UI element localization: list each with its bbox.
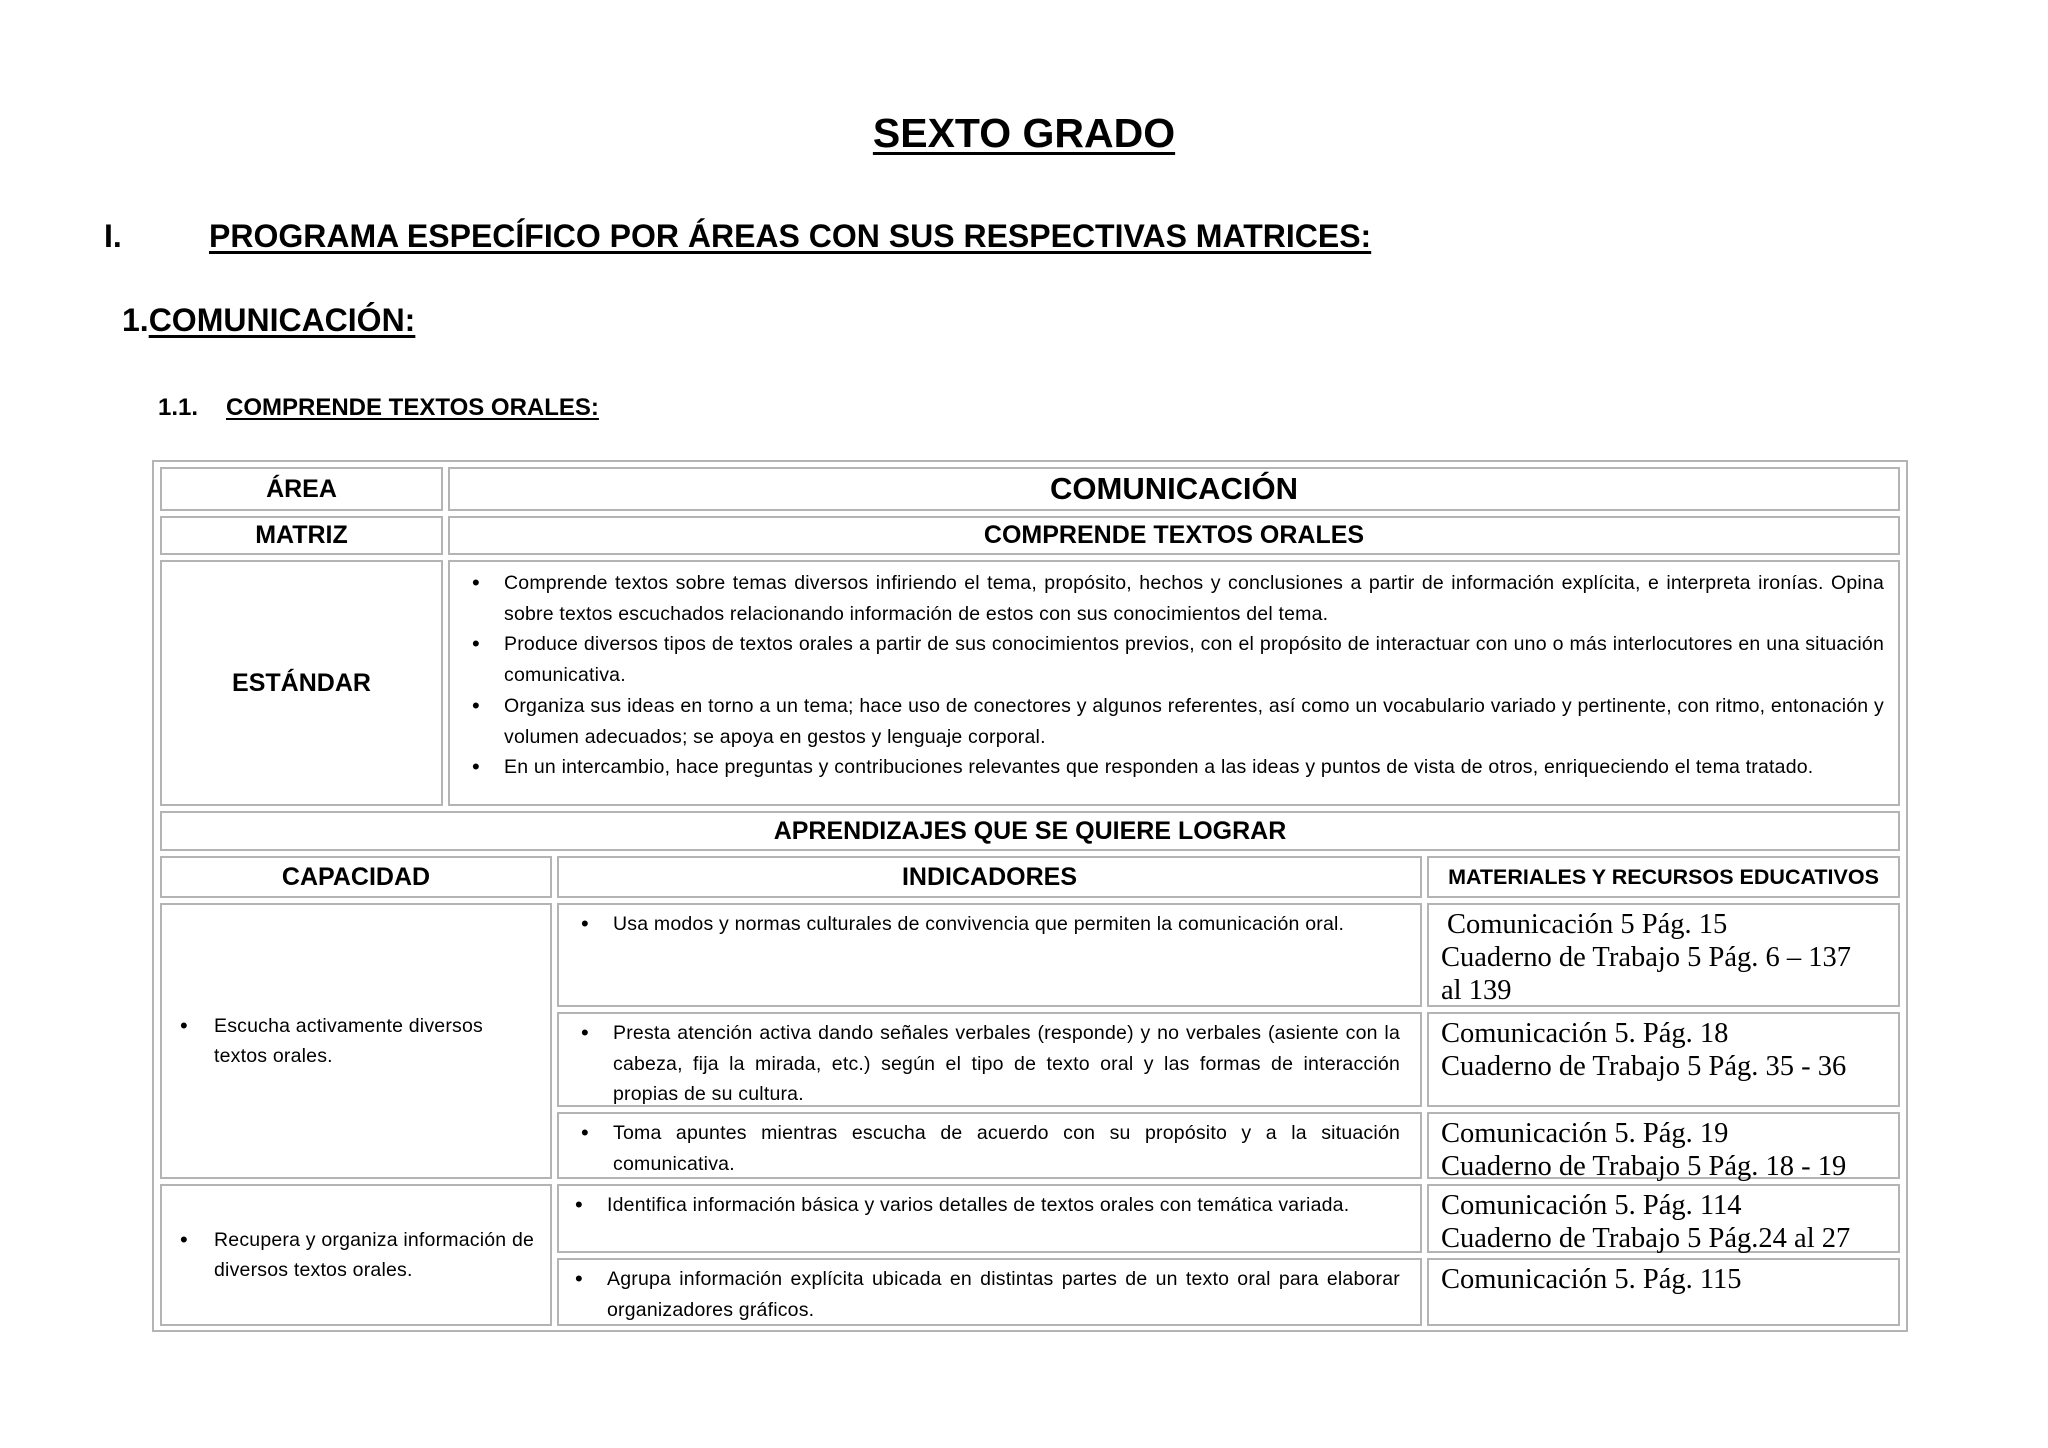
material-line: Comunicación 5. Pág. 115 xyxy=(1441,1264,1742,1295)
aprendizajes-heading: APRENDIZAJES QUE SE QUIERE LOGRAR xyxy=(773,816,1287,845)
materiales-header: MATERIALES Y RECURSOS EDUCATIVOS xyxy=(1448,864,1879,889)
material-line: Comunicación 5. Pág. 114 xyxy=(1441,1190,1742,1221)
indicador-item: • Identifica información básica y varios detalles de textos orales con temática variada. xyxy=(607,1190,1400,1221)
materiales-cell xyxy=(1427,1012,1900,1107)
estandar-item: • En un intercambio, hace preguntas y contribuciones relevantes que responden a las ideas y puntos de vista de otros, enriqueciendo el tema tratado. xyxy=(504,752,1884,783)
capacidad-list xyxy=(162,1011,550,1072)
material-line: Cuaderno de Trabajo 5 Pág. 18 - 19 xyxy=(1441,1151,1847,1182)
material-line: al 139 xyxy=(1441,975,1512,1006)
indicador-item: • Agrupa información explícita ubicada en distintas partes de un texto oral para elaborar organizadores gráficos. xyxy=(607,1264,1400,1325)
subsection-heading xyxy=(122,300,415,340)
indicador-cell xyxy=(557,1184,1422,1253)
matriz-value-cell xyxy=(448,516,1900,555)
indicadores-header-cell xyxy=(557,856,1422,898)
subsubsection-text: COMPRENDE TEXTOS ORALES: xyxy=(226,394,599,421)
estandar-label-cell xyxy=(160,560,443,806)
indicador-list xyxy=(559,1186,1420,1221)
area-label: ÁREA xyxy=(266,474,337,503)
estandar-cell xyxy=(448,560,1900,806)
estandar-list xyxy=(450,562,1898,783)
indicador-list xyxy=(559,1114,1420,1179)
indicador-cell xyxy=(557,1112,1422,1179)
estandar-label: ESTÁNDAR xyxy=(232,668,371,697)
matriz-value: COMPRENDE TEXTOS ORALES xyxy=(983,521,1365,549)
capacidad-item: • Escucha activamente diversos textos orales. xyxy=(214,1011,540,1072)
indicador-list xyxy=(559,905,1420,940)
estandar-item: • Comprende textos sobre temas diversos infiriendo el tema, propósito, hechos y conclusiones a partir de información explícita, e interpreta ironías. Opina sobre textos escuchados relacionando información de estos con sus conocimientos del tema. xyxy=(504,568,1884,629)
materiales-cell xyxy=(1427,903,1900,1007)
indicador-cell xyxy=(557,1012,1422,1107)
materiales-cell xyxy=(1427,1184,1900,1253)
indicador-item: • Toma apuntes mientras escucha de acuerdo con su propósito y a la situación comunicativa. xyxy=(613,1118,1400,1179)
materiales-header-cell xyxy=(1427,856,1900,898)
material-line: Cuaderno de Trabajo 5 Pág. 6 – 137 xyxy=(1441,942,1852,973)
subsection-number: 1. xyxy=(122,302,149,338)
capacidad-list xyxy=(162,1225,550,1286)
indicador-item: • Presta atención activa dando señales verbales (responde) y no verbales (asiente con la cabeza, fija la mirada, etc.) según el tipo de texto oral y las formas de interacción propias de su cultura. xyxy=(613,1018,1400,1110)
section-text: PROGRAMA ESPECÍFICO POR ÁREAS CON SUS RESPECTIVAS MATRICES: xyxy=(209,218,1372,254)
estandar-item: • Produce diversos tipos de textos orales a partir de sus conocimientos previos, con el propósito de interactuar con uno o más interlocutores en una situación comunicativa. xyxy=(504,629,1884,690)
indicador-cell xyxy=(557,1258,1422,1326)
capacidad-header-cell xyxy=(160,856,552,898)
material-line: Comunicación 5. Pág. 19 xyxy=(1441,1118,1729,1149)
page-title: SEXTO GRADO xyxy=(872,110,1176,156)
section-number: I. xyxy=(104,218,122,254)
indicador-list xyxy=(559,1014,1420,1110)
area-value-cell xyxy=(448,467,1900,511)
estandar-item: • Organiza sus ideas en torno a un tema; hace uso de conectores y algunos referentes, así como un vocabulario variado y pertinente, con ritmo, entonación y volumen adecuados; se apoya en gestos y lenguaje corporal. xyxy=(504,691,1884,752)
indicador-cell xyxy=(557,903,1422,1007)
capacidad-cell xyxy=(160,903,552,1179)
area-label-cell xyxy=(160,467,443,511)
indicador-list xyxy=(559,1260,1420,1325)
subsubsection-number: 1.1. xyxy=(158,394,199,421)
indicador-item: • Usa modos y normas culturales de convivencia que permiten la comunicación oral. xyxy=(613,909,1400,940)
subsection-text: COMUNICACIÓN: xyxy=(148,302,416,338)
matriz-label-cell xyxy=(160,516,443,555)
matriz-label: MATRIZ xyxy=(255,521,348,549)
capacidad-cell xyxy=(160,1184,552,1326)
materiales-cell xyxy=(1427,1112,1900,1182)
capacidad-item: • Recupera y organiza información de diversos textos orales. xyxy=(214,1225,540,1286)
area-value: COMUNICACIÓN xyxy=(1050,471,1298,506)
material-line: Cuaderno de Trabajo 5 Pág. 35 - 36 xyxy=(1441,1051,1847,1082)
indicadores-header: INDICADORES xyxy=(901,862,1077,891)
material-line: Comunicación 5. Pág. 18 xyxy=(1441,1018,1729,1049)
capacidad-header: CAPACIDAD xyxy=(281,862,431,891)
aprendizajes-heading-cell xyxy=(160,811,1900,851)
material-line: Cuaderno de Trabajo 5 Pág.24 al 27 xyxy=(1441,1223,1851,1254)
materiales-cell xyxy=(1427,1258,1900,1326)
material-line: Comunicación 5 Pág. 15 xyxy=(1447,909,1728,940)
